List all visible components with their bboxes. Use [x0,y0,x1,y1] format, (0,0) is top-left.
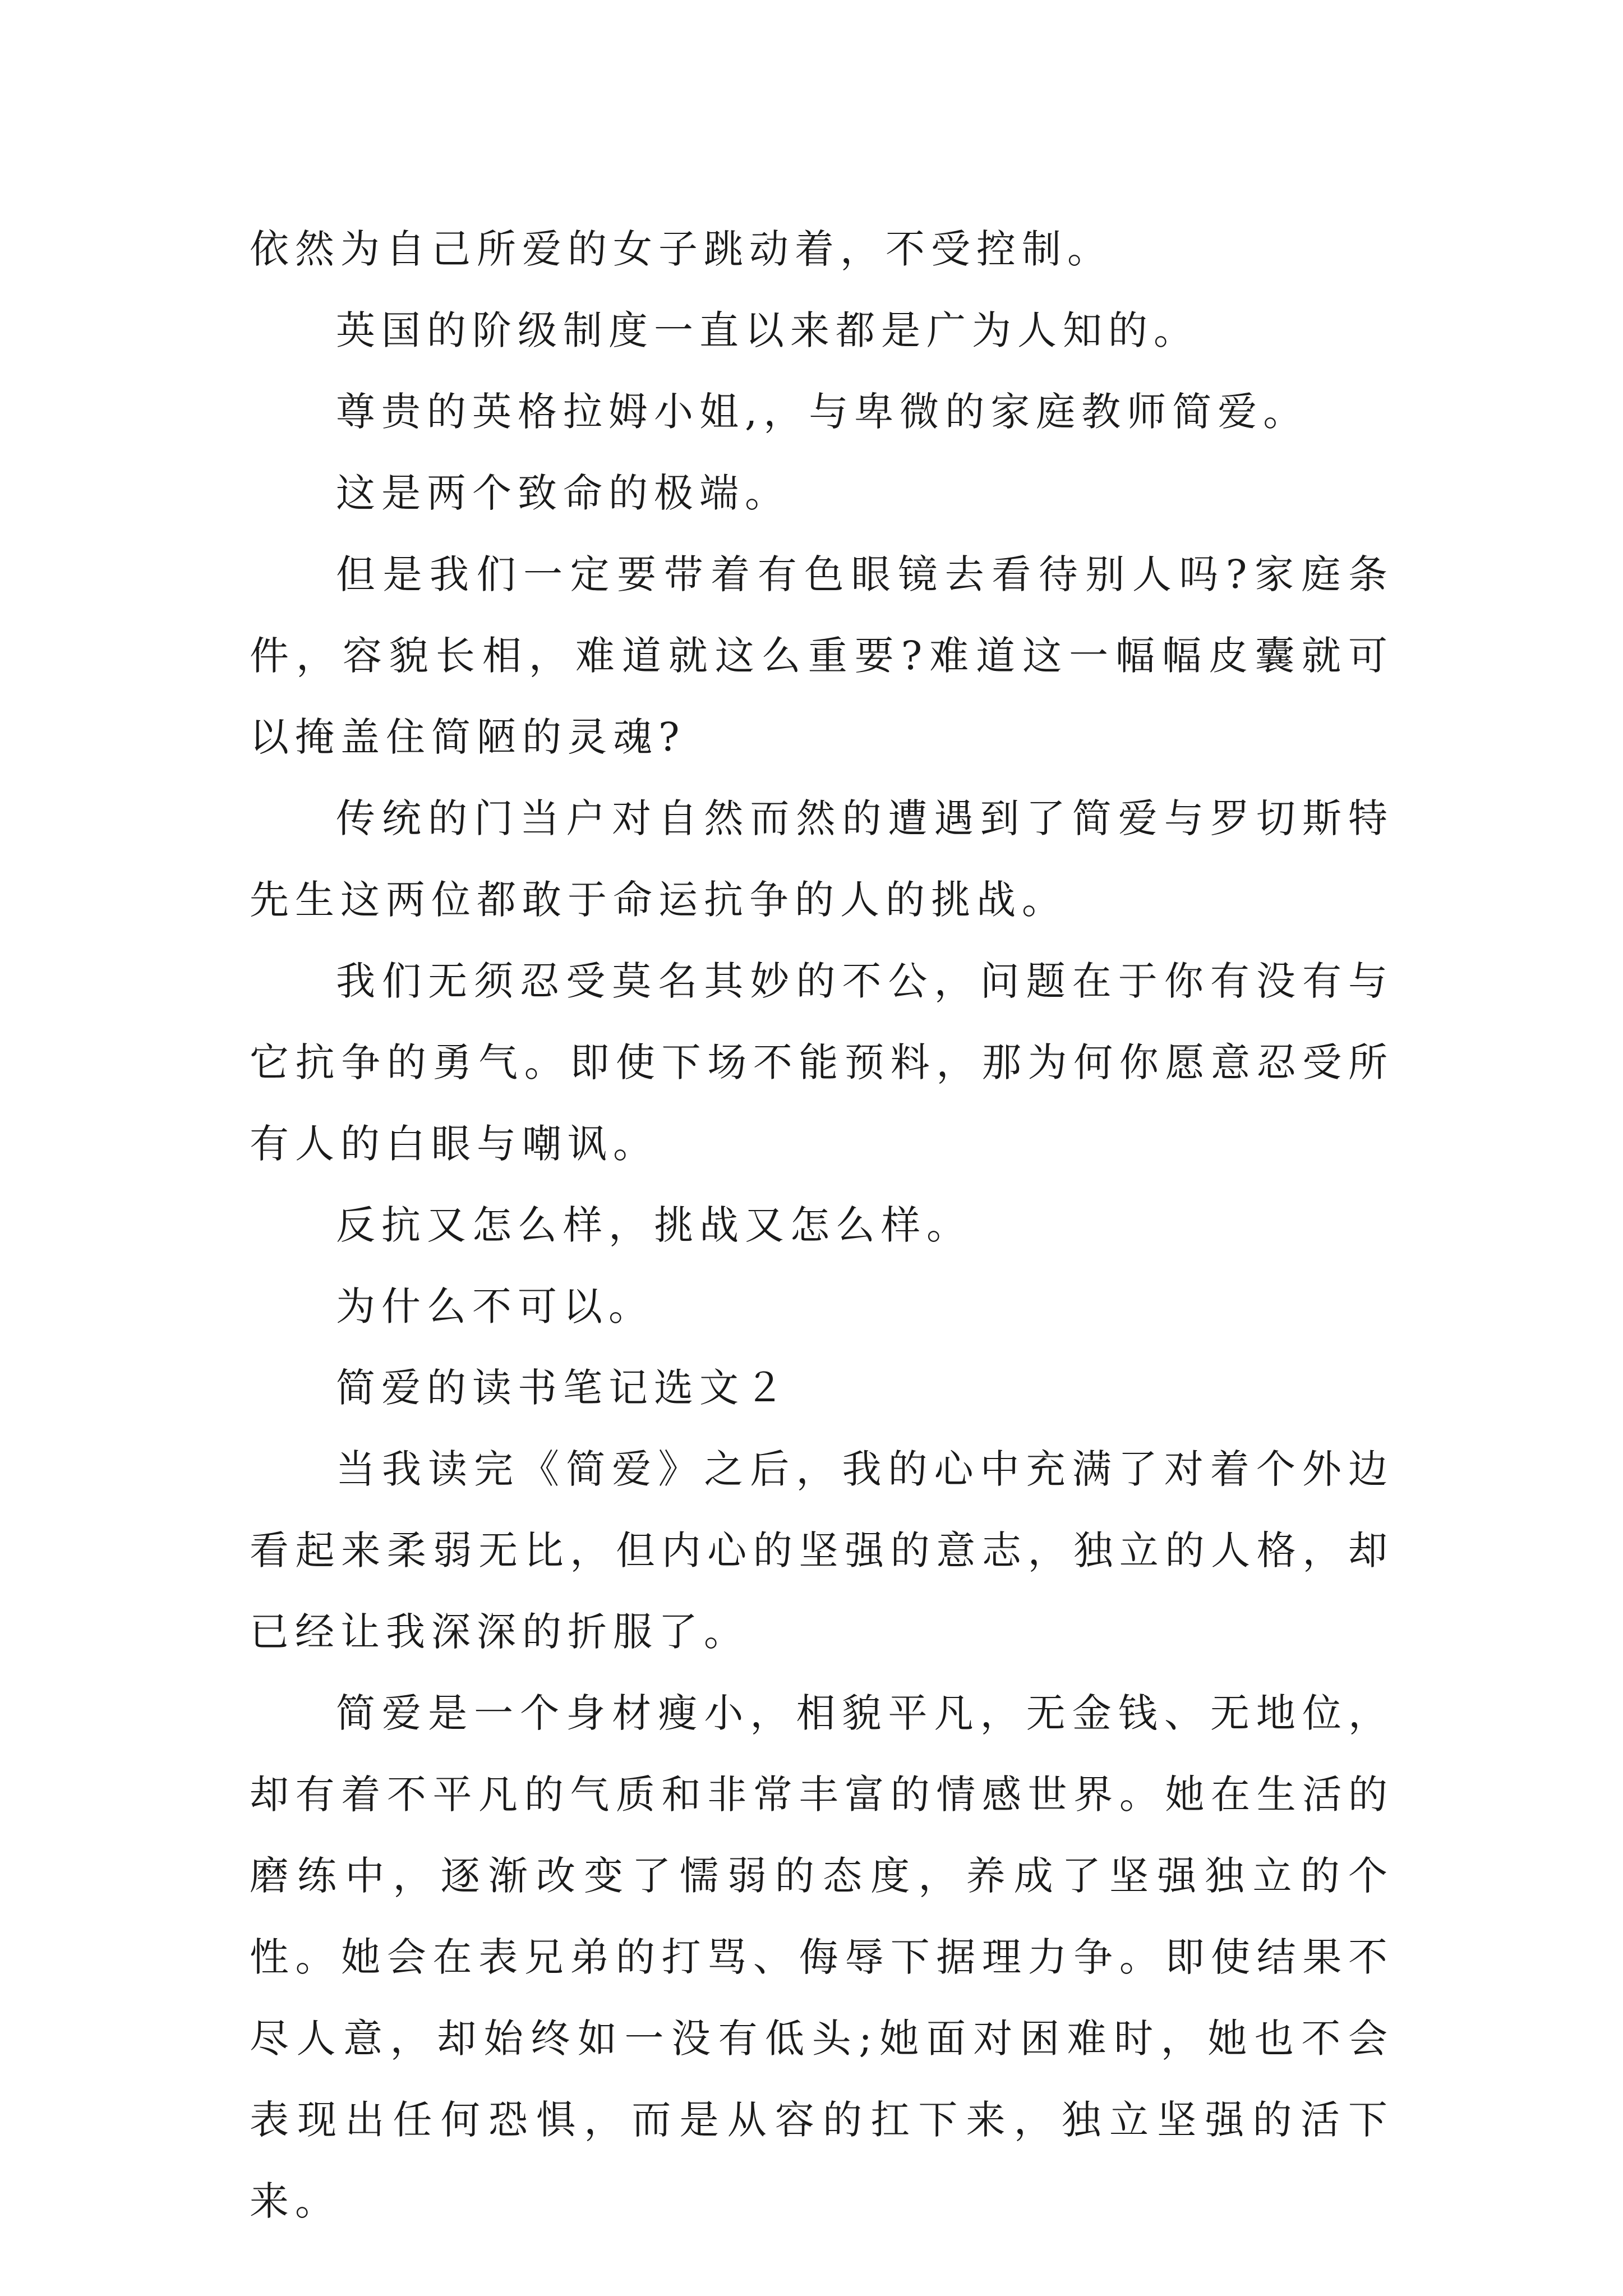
paragraph: 简爱是一个身材瘦小，相貌平凡，无金钱、无地位，却有着不平凡的气质和非常丰富的情感世界。她在生活的磨练中，逐渐改变了懦弱的态度，养成了坚强独立的个性。她会在表兄弟的打骂、侮辱下据理力争。即使结果不尽人意，却始终如一没有低头;她面对困难时，她也不会表现出任何恐惧，而是从容的扛下来，独立坚强的活下来。 [250,1690,1394,2224]
paragraph: 我们无须忍受莫名其妙的不公，问题在于你有没有与它抗争的勇气。即使下场不能预料，那为何你愿意忍受所有人的白眼与嘲讽。 [250,958,1394,1167]
section-heading: 简爱的读书笔记选文２ [336,1365,790,1411]
paragraph-continuation: 依然为自己所爱的女子跳动着，不受控制。 [250,226,1113,272]
paragraph: 传统的门当户对自然而然的遭遇到了简爱与罗切斯特先生这两位都敢于命运抗争的人的挑战。 [250,795,1394,923]
document-body [250,209,1394,2242]
paragraph: 反抗又怎么样，挑战又怎么样。 [336,1202,972,1248]
paragraph: 但是我们一定要带着有色眼镜去看待别人吗?家庭条件，容貌长相，难道就这么重要?难道这一幅幅皮囊就可以掩盖住简陋的灵魂? [250,551,1394,760]
paragraph: 英国的阶级制度一直以来都是广为人知的。 [336,307,1199,353]
paragraph: 为什么不可以。 [336,1283,654,1329]
paragraph: 这是两个致命的极端。 [336,470,790,516]
paragraph: 尊贵的英格拉姆小姐,，与卑微的家庭教师简爱。 [336,389,1309,435]
paragraph: 当我读完《简爱》之后，我的心中充满了对着个外边看起来柔弱无比，但内心的坚强的意志，独立的人格，却已经让我深深的折服了。 [250,1446,1394,1655]
